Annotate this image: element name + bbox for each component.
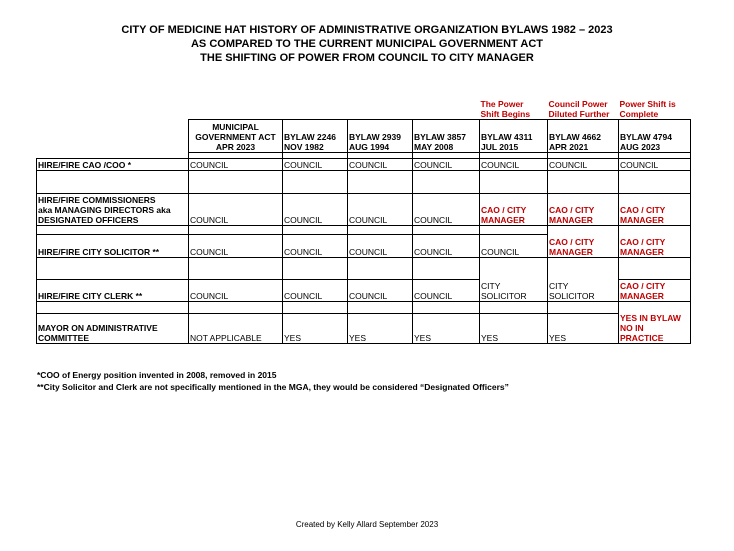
column-header-bylaw-4662: BYLAW 4662 APR 2021 — [548, 119, 619, 152]
title-line-2: AS COMPARED TO THE CURRENT MUNICIPAL GOVERNMENT ACT — [190, 38, 543, 50]
row-label-mayor-committee: MAYOR ON ADMINISTRATIVE COMMITTEE — [37, 313, 189, 344]
annotation-row — [37, 96, 691, 119]
table-cell: COUNCIL — [348, 279, 413, 301]
spacer-row — [37, 170, 691, 193]
column-header-bylaw-3857: BYLAW 3857 MAY 2008 — [413, 119, 480, 152]
table-cell: COUNCIL — [413, 158, 480, 170]
spacer-row — [37, 225, 691, 234]
table-cell: COUNCIL — [413, 193, 480, 225]
table-row-mayor-committee — [37, 313, 691, 344]
table-cell: YES — [283, 313, 348, 344]
table-cell: COUNCIL — [283, 279, 348, 301]
table-cell: COUNCIL — [283, 193, 348, 225]
table-cell: COUNCIL — [283, 158, 348, 170]
footnote-coo: *COO of Energy position invented in 2008, removed in 2015 — [37, 370, 277, 380]
column-header-mga: MUNICIPAL GOVERNMENT ACT APR 2023 — [189, 119, 283, 152]
table-cell: NOT APPLICABLE — [189, 313, 283, 344]
column-header-bylaw-2939: BYLAW 2939 AUG 1994 — [348, 119, 413, 152]
row-label-city-clerk: HIRE/FIRE CITY CLERK ** — [37, 279, 189, 301]
table-row-city-solicitor — [37, 234, 691, 257]
table-cell: COUNCIL — [283, 234, 348, 257]
table-cell: CAO / CITY MANAGER — [619, 279, 691, 301]
spacer-row — [37, 301, 691, 313]
document-title — [0, 23, 734, 65]
row-label-cao: HIRE/FIRE CAO /COO * — [37, 158, 189, 170]
bylaw-comparison-table — [36, 96, 691, 344]
footnote-designated-officers: **City Solicitor and Clerk are not specifically mentioned in the MGA, they would be considered “Designated Officers” — [37, 382, 509, 392]
table-cell: YES — [348, 313, 413, 344]
table-cell: COUNCIL — [348, 193, 413, 225]
table-cell: CAO / CITY MANAGER — [619, 193, 691, 225]
table-cell: COUNCIL — [413, 279, 480, 301]
table-cell: YES IN BYLAW NO IN PRACTICE — [619, 313, 691, 344]
table-cell: COUNCIL — [413, 234, 480, 257]
annotation-shift-begins: The Power Shift Begins — [480, 98, 531, 119]
table-cell: CITY SOLICITOR — [480, 279, 548, 301]
table-cell: COUNCIL — [348, 234, 413, 257]
table-row-commissioners — [37, 193, 691, 225]
table-row-city-clerk — [37, 279, 691, 301]
column-header-bylaw-4794: BYLAW 4794 AUG 2023 — [619, 119, 691, 152]
table-cell: CAO / CITY MANAGER — [619, 234, 691, 257]
table-cell: COUNCIL — [480, 234, 548, 257]
table-cell: COUNCIL — [189, 234, 283, 257]
table-cell: COUNCIL — [348, 158, 413, 170]
column-header-bylaw-4311: BYLAW 4311 JUL 2015 — [480, 119, 548, 152]
author-credit: Created by Kelly Allard September 2023 — [295, 520, 439, 529]
row-label-city-solicitor: HIRE/FIRE CITY SOLICITOR ** — [37, 234, 189, 257]
table-cell: COUNCIL — [619, 158, 691, 170]
table-cell: YES — [548, 313, 619, 344]
table-cell: COUNCIL — [189, 193, 283, 225]
table-cell: CAO / CITY MANAGER — [480, 193, 548, 225]
table-cell: COUNCIL — [548, 158, 619, 170]
table-row-cao — [37, 158, 691, 170]
table-cell: CITY SOLICITOR — [548, 279, 619, 301]
row-label-commissioners: HIRE/FIRE COMMISSIONERS aka MANAGING DIRECTORS aka DESIGNATED OFFICERS — [37, 193, 189, 225]
table-cell: COUNCIL — [189, 279, 283, 301]
table-cell: COUNCIL — [480, 158, 548, 170]
title-line-3: THE SHIFTING OF POWER FROM COUNCIL TO CITY MANAGER — [200, 52, 534, 64]
spacer-row — [37, 257, 691, 279]
column-header-bylaw-2246: BYLAW 2246 NOV 1982 — [283, 119, 348, 152]
table-cell: YES — [480, 313, 548, 344]
footnotes — [37, 369, 509, 393]
annotation-diluted-further: Council Power Diluted Further — [548, 98, 610, 119]
title-line-1: CITY OF MEDICINE HAT HISTORY OF ADMINISTRATIVE ORGANIZATION BYLAWS 1982 – 2023 — [121, 24, 613, 36]
header-row — [37, 119, 691, 152]
table-cell: YES — [413, 313, 480, 344]
table-cell: CAO / CITY MANAGER — [548, 234, 619, 257]
table-cell: CAO / CITY MANAGER — [548, 193, 619, 225]
table-cell: COUNCIL — [189, 158, 283, 170]
annotation-shift-complete: Power Shift is Complete — [619, 98, 676, 119]
